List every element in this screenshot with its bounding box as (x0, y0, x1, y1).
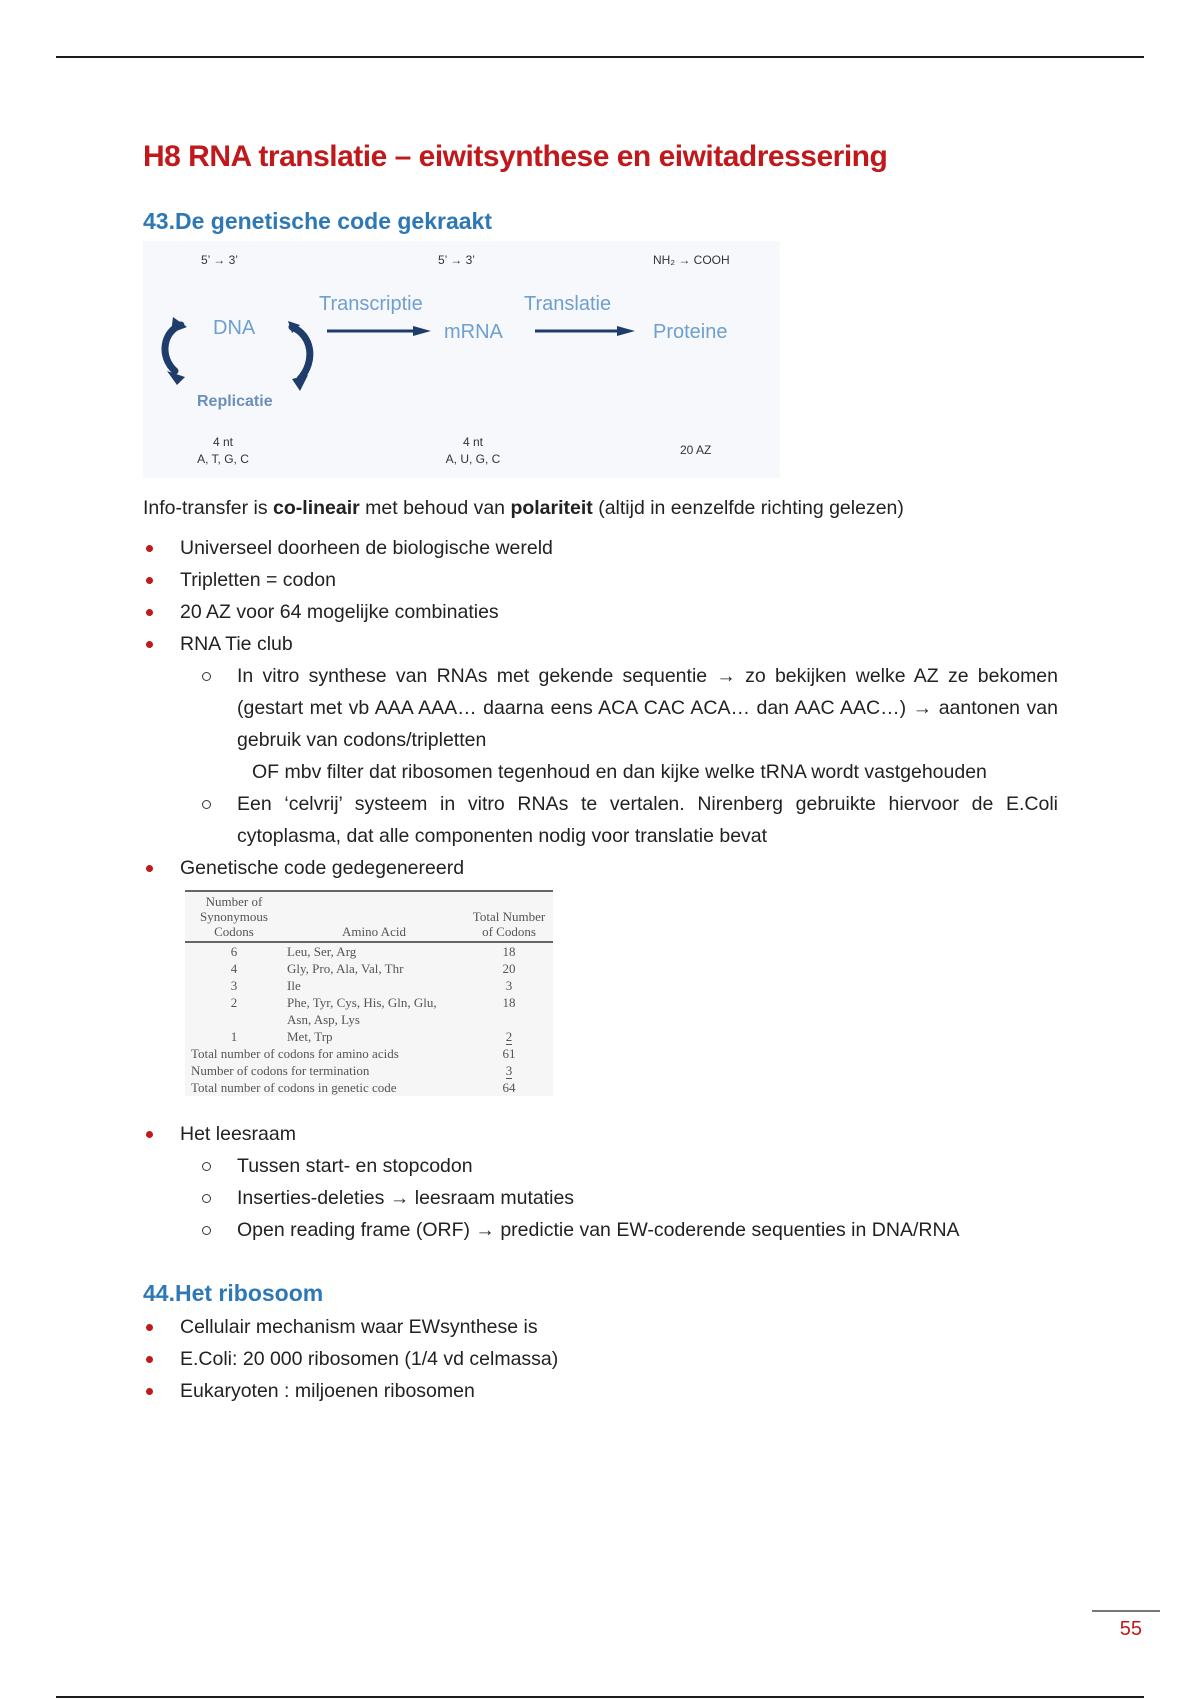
table-row (185, 977, 553, 994)
table-row (185, 960, 553, 977)
footer-value-text: 3 (505, 1063, 513, 1078)
cell-count: 1 (230, 1029, 238, 1044)
leesraam-subitems (180, 1150, 1058, 1246)
cell-total (465, 1028, 553, 1045)
table-footer-row (185, 1045, 553, 1062)
footer-label: Number of codons for termination (191, 1063, 370, 1078)
mrna-nt-count: 4 nt (462, 435, 483, 449)
bullet-item: Universeel doorheen de biologische wereld (143, 532, 1058, 564)
section-44-title: 44.Het ribosoom (143, 1280, 324, 1306)
bullet-item: Tripletten = codon (143, 564, 1058, 596)
bullet-label: Het leesraam (180, 1123, 296, 1145)
cell-total-value: 2 (505, 1029, 513, 1044)
sub-item: Open reading frame (ORF) → predictie van EW-coderende sequenties in DNA/RNA (180, 1214, 1058, 1246)
reading-frame-bullets (143, 1118, 1058, 1246)
footer-label: Total number of codons in genetic code (191, 1080, 397, 1095)
footer-value: 64 (502, 1080, 516, 1095)
info-transfer-paragraph (143, 494, 1058, 522)
sub-item-text: In vitro synthese van RNAs met gekende sequentie → zo bekijken welke AZ ze bekomen (gestart met vb AAA AAA… daarna eens ACA CAC ACA… dan AAC AAC…) → aantonen van gebruik van codons/tripletten (237, 665, 1058, 751)
footer-value (465, 1062, 553, 1079)
page-number: 55 (1119, 1618, 1142, 1640)
dna-nt-count: 4 nt (212, 435, 233, 449)
rna-tie-club-subitems (180, 660, 1058, 852)
table-row (185, 994, 553, 1028)
chapter-heading: H8 RNA translatie – eiwitsynthese en eiwitadressering (143, 140, 888, 173)
mrna-nucleotides (438, 434, 508, 468)
info-text: met behoud van (359, 497, 511, 519)
bullet-item-rna-tie-club (143, 628, 1058, 852)
cell-count: 2 (230, 995, 238, 1010)
cell-amino-acid: Ile (287, 978, 301, 993)
cell-count: 4 (230, 961, 238, 976)
mrna-label: mRNA (444, 321, 503, 343)
section-43-title: 43.De genetische code gekraakt (143, 208, 492, 234)
ribosome-bullets (143, 1311, 1058, 1407)
dna-direction: 5’ → 3’ (201, 253, 238, 267)
transcription-arrow-icon (327, 325, 431, 337)
top-rule (56, 56, 1144, 58)
cell-amino-acid: Leu, Ser, Arg (287, 944, 357, 959)
cell-total: 18 (502, 995, 516, 1010)
genetic-code-bullets (143, 532, 1058, 884)
info-text: Info-transfer is (143, 497, 274, 519)
table-row (185, 942, 553, 960)
protein-direction: NH₂ → COOH (653, 253, 730, 267)
cell-total: 18 (502, 944, 516, 959)
sub-item: Tussen start- en stopcodon (180, 1150, 1058, 1182)
footer-label: Total number of codons for amino acids (191, 1046, 399, 1061)
table-row (185, 1028, 553, 1045)
sub-item: Inserties-deleties → leesraam mutaties (180, 1182, 1058, 1214)
bullet-item: E.Coli: 20 000 ribosomen (1/4 vd celmassa) (143, 1343, 1058, 1375)
cell-amino-acid: Met, Trp (287, 1029, 333, 1044)
dna-bases: A, T, G, C (197, 452, 249, 466)
info-text: (altijd in eenzelfde richting gelezen) (592, 497, 904, 519)
cell-count: 6 (230, 944, 238, 959)
mrna-direction: 5’ → 3’ (438, 253, 475, 267)
page-number-box (1092, 1610, 1160, 1641)
section-44 (143, 1280, 1058, 1407)
bottom-rule (56, 1696, 1144, 1698)
cell-count: 3 (230, 978, 238, 993)
cell-amino-acid: Phe, Tyr, Cys, His, Gln, Glu, Asn, Asp, Lys (287, 995, 437, 1027)
translatie-label: Translatie (524, 293, 612, 315)
info-bold-colineair: co-lineair (273, 497, 360, 519)
bullet-item: Cellulair mechanism waar EWsynthese is (143, 1311, 1058, 1343)
bullet-item: Eukaryoten : miljoenen ribosomen (143, 1375, 1058, 1407)
table-footer-row (185, 1079, 553, 1096)
transcriptie-label: Transcriptie (319, 293, 423, 315)
bullet-label: Genetische code gedegenereerd (180, 857, 465, 879)
page-content (143, 140, 1058, 1407)
info-bold-polariteit: polariteit (510, 497, 593, 519)
central-dogma-diagram (143, 241, 780, 478)
dna-label: DNA (213, 317, 256, 339)
table-header-amino-acid: Amino Acid (283, 891, 465, 942)
mrna-bases: A, U, G, C (445, 452, 501, 466)
cell-amino-acid: Gly, Pro, Ala, Val, Thr (287, 961, 404, 976)
table-footer-row (185, 1062, 553, 1079)
dna-nucleotides (188, 434, 258, 468)
bullet-item: 20 AZ voor 64 mogelijke combinaties (143, 596, 1058, 628)
replication-right-arrow-icon (286, 321, 318, 393)
protein-az-count: 20 AZ (680, 443, 712, 457)
table-header-synonymous: Number of Synonymous Codons (185, 891, 283, 942)
footer-value: 61 (502, 1046, 516, 1061)
table-header-total: Total Number of Codons (465, 891, 553, 942)
sub-item-continuation: OF mbv filter dat ribosomen tegenhoud en dan kijke welke tRNA wordt vastgehouden (252, 761, 987, 783)
bullet-item-degenerate (143, 852, 1058, 884)
translation-arrow-icon (535, 325, 635, 337)
cell-total: 3 (505, 978, 513, 993)
cell-total: 20 (502, 961, 516, 976)
sub-item: Een ‘celvrij’ systeem in vitro RNAs te vertalen. Nirenberg gebruikte hiervoor de E.Coli cytoplasma, dat alle componenten nodig voor translatie bevat (180, 788, 1058, 852)
bullet-item-leesraam (143, 1118, 1058, 1246)
replicatie-label: Replicatie (197, 393, 273, 410)
replication-left-arrow-icon (157, 317, 189, 387)
proteine-label: Proteine (653, 321, 728, 343)
codon-degeneracy-table (185, 890, 553, 1096)
bullet-label: RNA Tie club (180, 633, 293, 655)
sub-item (180, 660, 1058, 788)
